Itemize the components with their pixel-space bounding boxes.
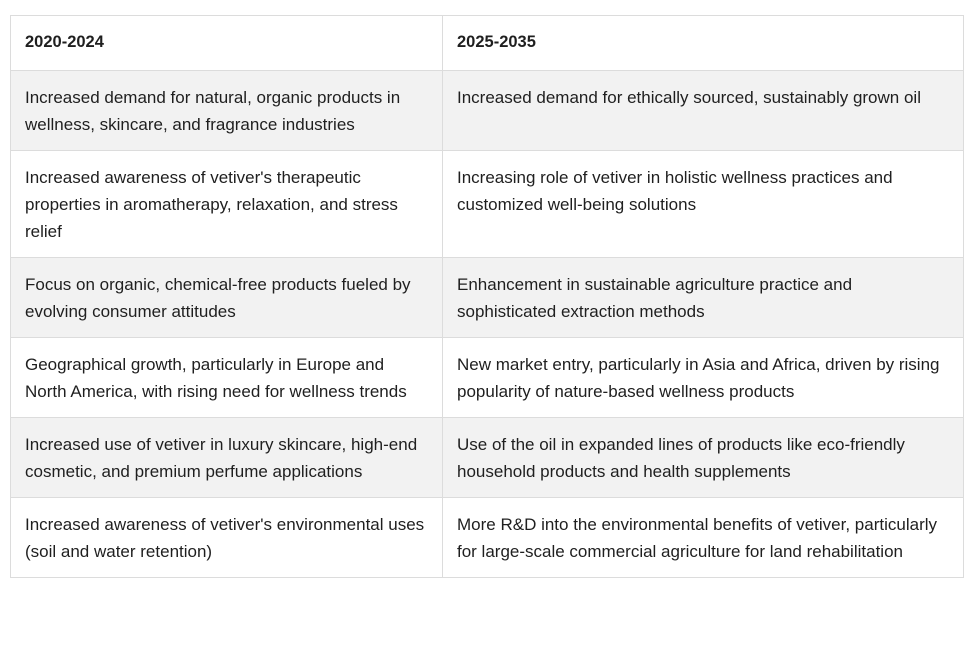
table-cell: Increased demand for natural, organic products in wellness, skincare, and fragrance industries [11,71,443,151]
table-cell: More R&D into the environmental benefits of vetiver, particularly for large-scale commercial agriculture for land rehabilitation [443,498,964,578]
table-row [11,338,964,418]
table-row [11,498,964,578]
comparison-table-container [10,15,963,578]
header-cell-2025-2035: 2025-2035 [443,16,964,71]
comparison-table [10,15,964,578]
table-cell: New market entry, particularly in Asia and Africa, driven by rising popularity of nature-based wellness products [443,338,964,418]
header-cell-2020-2024: 2020-2024 [11,16,443,71]
table-cell: Increased awareness of vetiver's environmental uses (soil and water retention) [11,498,443,578]
table-row [11,71,964,151]
table-row [11,258,964,338]
table-row [11,151,964,258]
table-row [11,418,964,498]
table-cell: Increased demand for ethically sourced, sustainably grown oil [443,71,964,151]
table-cell: Increasing role of vetiver in holistic wellness practices and customized well-being solutions [443,151,964,258]
table-cell: Focus on organic, chemical-free products fueled by evolving consumer attitudes [11,258,443,338]
table-cell: Enhancement in sustainable agriculture practice and sophisticated extraction methods [443,258,964,338]
header-row [11,16,964,71]
table-cell: Geographical growth, particularly in Europe and North America, with rising need for wellness trends [11,338,443,418]
table-cell: Use of the oil in expanded lines of products like eco-friendly household products and health supplements [443,418,964,498]
table-cell: Increased awareness of vetiver's therapeutic properties in aromatherapy, relaxation, and stress relief [11,151,443,258]
table-cell: Increased use of vetiver in luxury skincare, high-end cosmetic, and premium perfume applications [11,418,443,498]
